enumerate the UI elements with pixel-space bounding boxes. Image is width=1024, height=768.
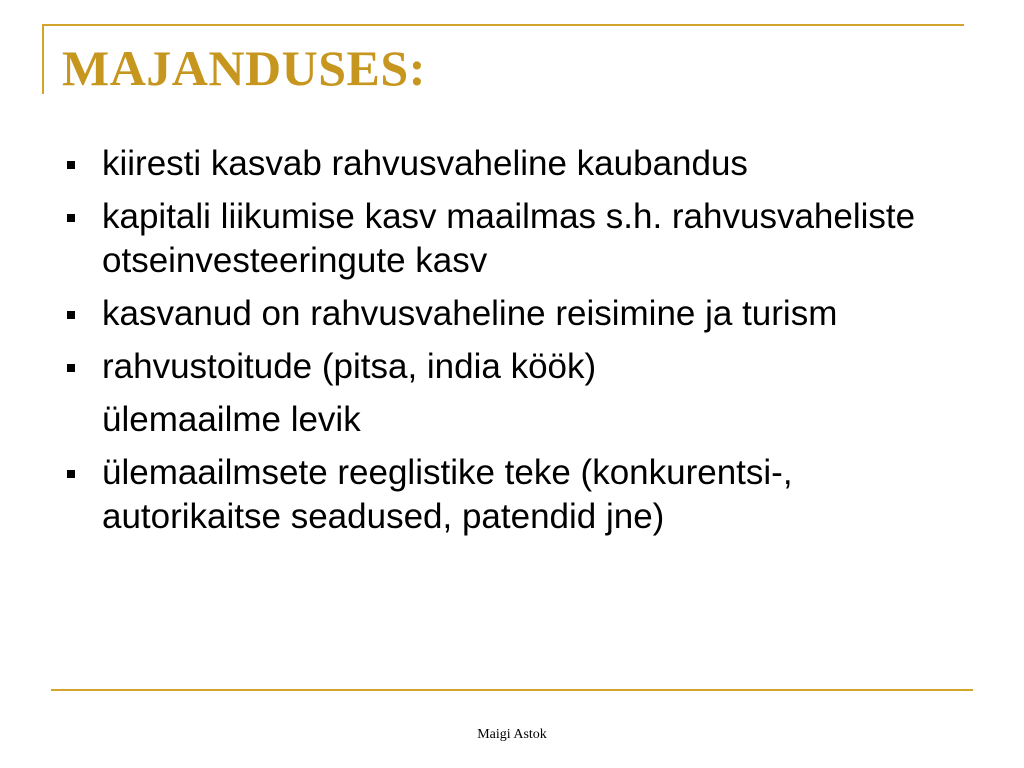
bullet-list xyxy=(62,142,962,548)
bullet-square-icon xyxy=(67,161,75,169)
bullet-text: kiiresti kasvab rahvusvaheline kaubandus xyxy=(102,144,748,183)
footer-author: Maigi Astok xyxy=(477,727,547,742)
bullet-square-icon xyxy=(67,364,75,372)
bullet-item-regulations xyxy=(62,451,962,539)
bullet-text: rahvustoitude (pitsa, india köök) xyxy=(102,347,597,386)
bullet-item-travel xyxy=(62,292,962,336)
bullet-item-trade xyxy=(62,142,962,186)
slide-title: MAJANDUSES: xyxy=(62,40,426,96)
bullet-text: kapitali liikumise kasv maailmas s.h. rahvusvaheliste otseinvesteeringute kasv xyxy=(102,197,916,280)
bullet-square-icon xyxy=(67,214,75,222)
title-frame-left-rule xyxy=(42,24,44,94)
bullet-text: ülemaailme levik xyxy=(102,400,361,439)
title-frame-top-rule xyxy=(42,24,964,26)
bullet-text: kasvanud on rahvusvaheline reisimine ja turism xyxy=(102,294,838,333)
bullet-item-cuisine-continuation xyxy=(62,398,962,442)
bullet-text: ülemaailmsete reeglistike teke (konkurentsi-, autorikaitse seadused, patendid jne) xyxy=(102,453,793,536)
bullet-square-icon xyxy=(67,470,75,478)
bullet-item-capital xyxy=(62,195,962,283)
bullet-item-cuisine xyxy=(62,345,962,389)
bullet-square-icon xyxy=(67,311,75,319)
footer-rule xyxy=(51,689,973,691)
